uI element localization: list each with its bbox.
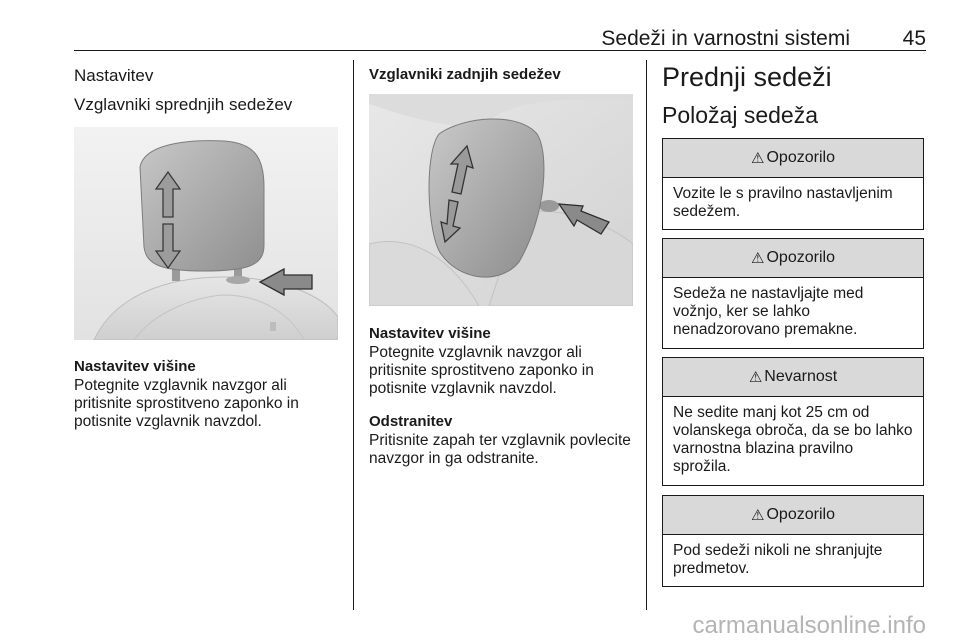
- warning-box-text: Sedeža ne nastavljajte med vožnjo, ker se lahko nenadzorovano premakne.: [673, 285, 864, 338]
- warning-box-heading: [663, 496, 923, 535]
- warning-box-label: Opozorilo: [766, 506, 835, 523]
- warning-box-label: Opozorilo: [766, 249, 835, 266]
- danger-box: [662, 357, 924, 486]
- warning-box: [662, 238, 924, 349]
- header-rule: [74, 50, 926, 51]
- warning-triangle-icon: ⚠: [751, 250, 765, 267]
- rear-height-title: Nastavitev višine: [369, 325, 491, 342]
- front-height-title: Nastavitev višine: [74, 358, 196, 375]
- rear-height-text: Potegnite vzglavnik navzgor ali pritisnite sprostitveno zaponko in potisnite vzglavnik navzdol.: [369, 344, 594, 397]
- watermark: carmanualsonline.info: [692, 612, 926, 639]
- subsection-title-front: Vzglavniki sprednjih sedežev: [74, 95, 293, 114]
- rear-remove-text: Pritisnite zapah ter vzglavnik povlecite navzgor in ga odstranite.: [369, 432, 631, 467]
- rear-headrest-figure: [369, 94, 633, 306]
- right-title: Prednji sedeži: [662, 62, 832, 92]
- rear-remove-title: Odstranitev: [369, 413, 453, 430]
- subsection-title-rear: Vzglavniki zadnjih sedežev: [369, 66, 561, 83]
- warning-box-heading: [663, 239, 923, 278]
- front-height-text: Potegnite vzglavnik navzgor ali pritisnite sprostitveno zaponko in potisnite vzglavnik navzdol.: [74, 377, 299, 430]
- danger-box-label: Nevarnost: [764, 368, 838, 385]
- warning-box-heading: [663, 139, 923, 178]
- warning-box-label: Opozorilo: [766, 149, 835, 166]
- section-title: Nastavitev: [74, 66, 154, 85]
- warning-triangle-icon: ⚠: [751, 150, 765, 167]
- warning-box-text: Vozite le s pravilno nastavljenim sedežem.: [673, 185, 893, 220]
- danger-box-heading: [663, 358, 923, 397]
- warning-triangle-icon: ⚠: [751, 507, 765, 524]
- column-divider-left: [353, 60, 354, 610]
- page-number: 45: [902, 27, 926, 50]
- warning-box: [662, 138, 924, 230]
- warning-triangle-icon: ⚠: [748, 369, 763, 386]
- column-divider-right: [646, 60, 647, 610]
- right-subtitle: Položaj sedeža: [662, 102, 818, 128]
- warning-box-text: Pod sedeži nikoli ne shranjujte predmetov.: [673, 542, 883, 577]
- front-headrest-figure: [74, 127, 338, 340]
- warning-box: [662, 495, 924, 587]
- running-header-title: Sedeži in varnostni sistemi: [601, 27, 850, 50]
- danger-box-text: Ne sedite manj kot 25 cm od volanskega obroča, da se bo lahko varnostna blazina pravilno sprožila.: [673, 404, 913, 475]
